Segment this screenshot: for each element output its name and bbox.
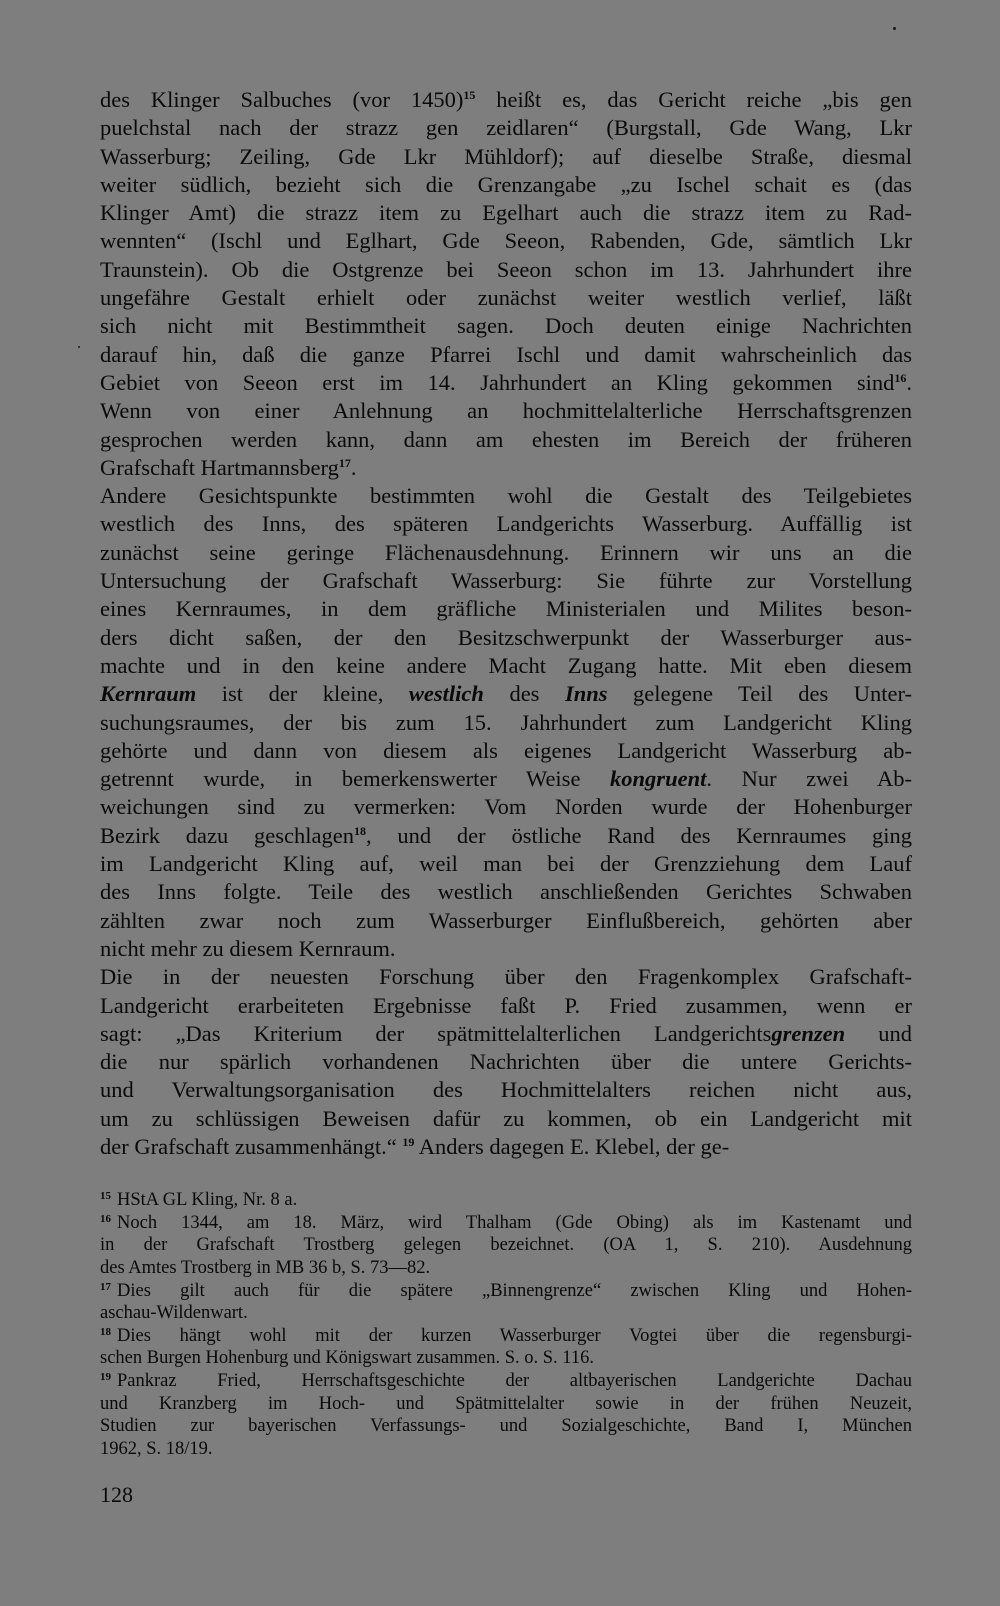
scan-speck (78, 346, 80, 348)
footnote-line: schen Burgen Hohenburg und Königswart zusammen. S. o. S. 116. (100, 1348, 594, 1369)
text-line: zählten zwar noch zum Wasserburger Einflußbereich, gehörten aber (100, 907, 912, 933)
footnote-ref: 17 (338, 455, 351, 470)
text-line: Wasserburg; Zeiling, Gde Lkr Mühldorf); auf dieselbe Straße, diesmal (100, 143, 912, 169)
footnote-line: $^{15}$ HStA GL Kling, Nr. 8 a. (100, 1190, 298, 1211)
main-text (100, 86, 912, 1161)
footnote-19 (100, 1370, 912, 1460)
footnote-ref: 15 (463, 88, 476, 102)
text-line: suchungsraumes, der bis zum 15. Jahrhundert zum Landgericht Kling (100, 709, 912, 735)
text-line: des Klinger Salbuches (vor 1450)$^{15}$ heißt es, das Gericht reiche „bis gen (100, 87, 912, 112)
footnote-16 (100, 1212, 912, 1280)
text-line: Traunstein). Ob die Ostgrenze bei Seeon schon im 13. Jahrhundert ihre (100, 256, 912, 282)
text-line: der Grafschaft zusammenhängt.“ $^{19}$ Anders dagegen E. Klebel, der ge- (100, 1133, 730, 1159)
footnote-number: 19 (100, 1371, 111, 1384)
text-line: darauf hin, daß die ganze Pfarrei Ischl und damit wahrscheinlich das (100, 341, 912, 367)
text-line: getrennt wurde, in bemerkenswerter Weise kongruent. Nur zwei Ab- (100, 766, 913, 792)
footnote-18 (100, 1325, 912, 1370)
footnote-line: 1962, S. 18/19. (100, 1438, 213, 1459)
emphasis: kongruent (610, 766, 707, 792)
emphasis: Inns (564, 681, 608, 707)
footnote-line: des Amtes Trostberg in MB 36 b, S. 73—82. (100, 1258, 431, 1279)
footnote-line: $^{16}$ Noch 1344, am 18. März, wird Thalham (Gde Obing) als im Kastenamt und (100, 1212, 912, 1233)
text-line: gesprochen werden kann, dann am ehesten im Bereich der früheren (100, 426, 912, 452)
text-line: Kernraum ist der kleine, westlich des Inns gelegene Teil des Unter- (100, 681, 912, 707)
footnote-line: $^{19}$ Pankraz Fried, Herrschaftsgeschichte der altbayerischen Landgerichte Dachau (100, 1371, 912, 1392)
text-line: puelchstal nach der strazz gen zeidlaren“ (Burgstall, Gde Wang, Lkr (100, 115, 912, 141)
text-line: wennten“ (Ischl und Eglhart, Gde Seeon, Rabenden, Gde, sämtlich Lkr (100, 228, 912, 254)
emphasis: westlich (408, 681, 484, 707)
emphasis: Kernraum (100, 681, 197, 707)
footnote-line: Studien zur bayerischen Verfassungs- und Sozialgeschichte, Band I, München (100, 1416, 912, 1437)
footnote-15 (100, 1189, 912, 1212)
text-line: und Verwaltungsorganisation des Hochmittelalters reichen nicht aus, (100, 1077, 912, 1103)
scan-speck (893, 27, 896, 30)
text-line: gehörte und dann von diesem als eigenes Landgericht Wasserburg ab- (100, 737, 912, 763)
text-line: des Inns folgte. Teile des westlich anschließenden Gerichtes Schwaben (100, 879, 912, 905)
emphasis: grenzen (771, 1020, 846, 1046)
text-line: Untersuchung der Grafschaft Wasserburg: Sie führte zur Vorstellung (100, 568, 912, 594)
page-number: 128 (100, 1482, 133, 1507)
text-line: die nur spärlich vorhandenen Nachrichten über die untere Gerichts- (100, 1049, 912, 1075)
text-line: sich nicht mit Bestimmtheit sagen. Doch deuten einige Nachrichten (100, 313, 912, 339)
text-line: Bezirk dazu geschlagen$^{18}$, und der östliche Rand des Kernraumes ging (100, 822, 913, 848)
footnote-number: 17 (100, 1280, 111, 1293)
footnotes (100, 1189, 912, 1460)
footnote-number: 15 (100, 1190, 111, 1203)
text-line: Klinger Amt) die strazz item zu Egelhart auch die strazz item zu Rad- (100, 200, 912, 226)
text-line: Die in der neuesten Forschung über den Fragenkomplex Grafschaft- (100, 964, 912, 990)
footnote-number: 18 (100, 1325, 111, 1338)
text-line: Grafschaft Hartmannsberg$^{17}$. (100, 454, 357, 480)
footnote-line: $^{18}$ Dies hängt wohl mit der kurzen Wasserburger Vogtei über die regensburgi- (100, 1325, 912, 1346)
text-line: weiter südlich, bezieht sich die Grenzangabe „zu Ischel schait es (das (100, 171, 912, 197)
text-line: ders dicht saßen, der den Besitzschwerpunkt der Wasserburger aus- (100, 624, 912, 650)
text-line: westlich des Inns, des späteren Landgerichts Wasserburg. Auffällig ist (100, 511, 912, 537)
text-line: ungefähre Gestalt erhielt oder zunächst weiter westlich verlief, läßt (100, 285, 912, 311)
text-line: um zu schlüssigen Beweisen dafür zu kommen, ob ein Landgericht mit (100, 1105, 912, 1131)
footnote-number: 16 (100, 1212, 111, 1225)
text-line: Landgericht erarbeiteten Ergebnisse faßt P. Fried zusammen, wenn er (100, 992, 912, 1018)
text-line: zunächst seine geringe Flächenausdehnung. Erinnern wir uns an die (100, 539, 912, 565)
footnote-ref: 18 (353, 823, 366, 838)
text-line: Andere Gesichtspunkte bestimmten wohl die Gestalt des Teilgebietes (100, 483, 912, 509)
text-line: machte und in den keine andere Macht Zugang hatte. Mit eben diesem (100, 652, 912, 678)
text-line: sagt: „Das Kriterium der spätmittelalterlichen Landgerichtsgrenzen und (100, 1020, 912, 1046)
text-line: Gebiet von Seeon erst im 14. Jahrhundert an Kling gekommen sind$^{16}$. (100, 369, 912, 395)
text-line: eines Kernraumes, in dem gräfliche Ministerialen und Milites beson- (100, 596, 912, 622)
text-line: im Landgericht Kling auf, weil man bei der Grenzziehung dem Lauf (100, 851, 912, 877)
footnote-line: in der Grafschaft Trostberg gelegen bezeichnet. (OA 1, S. 210). Ausdehnung (100, 1235, 912, 1256)
text-line: nicht mehr zu diesem Kernraum. (100, 935, 396, 961)
footnote-line: aschau-Wildenwart. (100, 1303, 248, 1324)
footnote-ref: 19 (402, 1134, 415, 1149)
footnote-line: und Kranzberg im Hoch- und Spätmittelalter sowie in der frühen Neuzeit, (100, 1393, 912, 1414)
book-page (100, 86, 912, 1460)
footnote-17 (100, 1280, 912, 1325)
footnote-line: $^{17}$ Dies gilt auch für die spätere „Binnengrenze“ zwischen Kling und Hohen- (100, 1280, 912, 1301)
footnote-ref: 16 (894, 370, 907, 385)
text-line: weichungen sind zu vermerken: Vom Norden wurde der Hohenburger (100, 794, 912, 820)
text-line: Wenn von einer Anlehnung an hochmittelalterliche Herrschaftsgrenzen (100, 398, 912, 424)
